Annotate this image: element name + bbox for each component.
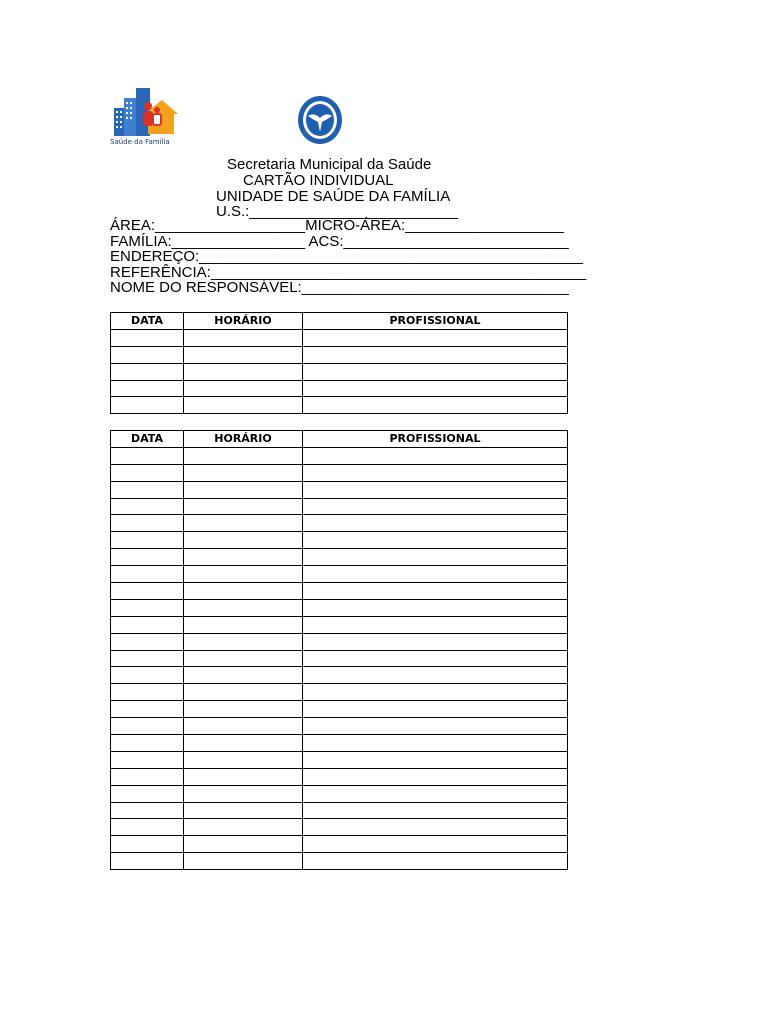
table-row [111, 853, 568, 870]
table-row [111, 802, 568, 819]
cell-data[interactable] [111, 802, 184, 819]
table-row [111, 701, 568, 718]
cell-horario[interactable] [184, 616, 303, 633]
cell-profissional[interactable] [303, 447, 568, 464]
table-row [111, 549, 568, 566]
cell-horario[interactable] [184, 566, 303, 583]
cell-horario[interactable] [184, 650, 303, 667]
cell-data[interactable] [111, 650, 184, 667]
familia-field: FAMÍLIA:________________ ACS:___________________________ [110, 232, 569, 250]
cell-profissional[interactable] [303, 566, 568, 583]
cell-data[interactable] [111, 397, 184, 414]
referencia-field: REFERÊNCIA:_____________________________________________ [110, 263, 587, 281]
cell-horario[interactable] [184, 684, 303, 701]
table-row [111, 667, 568, 684]
cell-data[interactable] [111, 616, 184, 633]
cell-profissional[interactable] [303, 836, 568, 853]
cell-data[interactable] [111, 498, 184, 515]
cell-horario[interactable] [184, 515, 303, 532]
table-row [111, 583, 568, 600]
cell-data[interactable] [111, 583, 184, 600]
cell-profissional[interactable] [303, 819, 568, 836]
cell-profissional[interactable] [303, 802, 568, 819]
cell-horario[interactable] [184, 363, 303, 380]
table-row [111, 836, 568, 853]
cell-horario[interactable] [184, 768, 303, 785]
table-row [111, 566, 568, 583]
cell-data[interactable] [111, 819, 184, 836]
table-row [111, 785, 568, 802]
table-row [111, 650, 568, 667]
cell-data[interactable] [111, 599, 184, 616]
table-row [111, 515, 568, 532]
cell-data[interactable] [111, 447, 184, 464]
us-field: U.S.:_________________________ [216, 203, 458, 220]
cell-horario[interactable] [184, 785, 303, 802]
table-row [111, 751, 568, 768]
table-row [111, 718, 568, 735]
cell-profissional[interactable] [303, 718, 568, 735]
cell-horario[interactable] [184, 751, 303, 768]
cell-data[interactable] [111, 667, 184, 684]
table-row [111, 329, 568, 346]
saude-da-familia-logo-icon [110, 86, 180, 138]
cell-data[interactable] [111, 701, 184, 718]
cell-profissional[interactable] [303, 583, 568, 600]
cell-profissional[interactable] [303, 498, 568, 515]
cell-data[interactable] [111, 684, 184, 701]
cell-horario[interactable] [184, 599, 303, 616]
table-row [111, 346, 568, 363]
table-row [111, 768, 568, 785]
table-row [111, 616, 568, 633]
cell-data[interactable] [111, 718, 184, 735]
form-fields [110, 218, 586, 296]
table-row [111, 599, 568, 616]
cell-horario[interactable] [184, 633, 303, 650]
column-header-data: DATA [111, 313, 184, 330]
column-header-horario: HORÁRIO [184, 313, 303, 330]
cell-data[interactable] [111, 549, 184, 566]
table-row [111, 498, 568, 515]
saude-da-familia-logo [110, 86, 180, 150]
table-row [111, 684, 568, 701]
cell-data[interactable] [111, 566, 184, 583]
cell-profissional[interactable] [303, 346, 568, 363]
municipal-seal-logo [296, 94, 344, 146]
cell-profissional[interactable] [303, 532, 568, 549]
column-header-profissional: PROFISSIONAL [303, 431, 568, 448]
cell-profissional[interactable] [303, 853, 568, 870]
cell-profissional[interactable] [303, 785, 568, 802]
table-row [111, 532, 568, 549]
responsavel-field: NOME DO RESPONSÁVEL:________________________________ [110, 279, 569, 296]
table-body [111, 447, 568, 869]
cell-horario[interactable] [184, 346, 303, 363]
table-body [111, 329, 568, 413]
cell-data[interactable] [111, 785, 184, 802]
table-row [111, 380, 568, 397]
cell-profissional[interactable] [303, 481, 568, 498]
table-row [111, 464, 568, 481]
schedule-table-2 [110, 430, 568, 870]
seal-icon [296, 94, 344, 146]
cell-data[interactable] [111, 481, 184, 498]
cell-data[interactable] [111, 735, 184, 752]
cell-horario[interactable] [184, 853, 303, 870]
cell-data[interactable] [111, 836, 184, 853]
cell-profissional[interactable] [303, 329, 568, 346]
cell-profissional[interactable] [303, 599, 568, 616]
cell-profissional[interactable] [303, 735, 568, 752]
cell-horario[interactable] [184, 819, 303, 836]
cell-data[interactable] [111, 346, 184, 363]
cell-profissional[interactable] [303, 667, 568, 684]
column-header-profissional: PROFISSIONAL [303, 313, 568, 330]
cell-data[interactable] [111, 329, 184, 346]
cell-horario[interactable] [184, 397, 303, 414]
cell-profissional[interactable] [303, 363, 568, 380]
table-row [111, 819, 568, 836]
table-row [111, 633, 568, 650]
cell-data[interactable] [111, 363, 184, 380]
table-row [111, 397, 568, 414]
cell-horario[interactable] [184, 718, 303, 735]
cell-profissional[interactable] [303, 616, 568, 633]
secretaria-title: Secretaria Municipal da Saúde [227, 156, 432, 173]
cell-horario[interactable] [184, 583, 303, 600]
cell-data[interactable] [111, 532, 184, 549]
cell-profissional[interactable] [303, 633, 568, 650]
cell-horario[interactable] [184, 498, 303, 515]
logo-caption: Saúde da Família [110, 138, 170, 146]
cell-data[interactable] [111, 751, 184, 768]
schedule-table-1 [110, 312, 568, 414]
table-header-row [111, 431, 568, 448]
cell-profissional[interactable] [303, 701, 568, 718]
cell-horario[interactable] [184, 380, 303, 397]
cell-profissional[interactable] [303, 650, 568, 667]
cell-profissional[interactable] [303, 464, 568, 481]
area-field: ÁREA:__________________MICRO-ÁREA:___________________ [110, 217, 564, 234]
cell-profissional[interactable] [303, 684, 568, 701]
cell-horario[interactable] [184, 802, 303, 819]
cell-profissional[interactable] [303, 380, 568, 397]
table-row [111, 481, 568, 498]
cell-data[interactable] [111, 380, 184, 397]
column-header-data: DATA [111, 431, 184, 448]
cell-horario[interactable] [184, 701, 303, 718]
cell-profissional[interactable] [303, 768, 568, 785]
cell-horario[interactable] [184, 329, 303, 346]
cell-horario[interactable] [184, 549, 303, 566]
cell-data[interactable] [111, 464, 184, 481]
cell-horario[interactable] [184, 735, 303, 752]
cartao-title: CARTÃO INDIVIDUAL [243, 172, 394, 189]
endereco-field: ENDEREÇO:______________________________________________ [110, 248, 583, 265]
cell-data[interactable] [111, 768, 184, 785]
cell-profissional[interactable] [303, 549, 568, 566]
cell-data[interactable] [111, 515, 184, 532]
table-header-row [111, 313, 568, 330]
table-row [111, 363, 568, 380]
cell-horario[interactable] [184, 667, 303, 684]
column-header-horario: HORÁRIO [184, 431, 303, 448]
cell-profissional[interactable] [303, 751, 568, 768]
cell-profissional[interactable] [303, 397, 568, 414]
table-row [111, 735, 568, 752]
unidade-title: UNIDADE DE SAÚDE DA FAMÍLIA [216, 188, 451, 205]
table-row [111, 447, 568, 464]
cell-horario[interactable] [184, 836, 303, 853]
cell-data[interactable] [111, 633, 184, 650]
cell-data[interactable] [111, 853, 184, 870]
cell-profissional[interactable] [303, 515, 568, 532]
cell-horario[interactable] [184, 481, 303, 498]
cell-horario[interactable] [184, 464, 303, 481]
cell-horario[interactable] [184, 447, 303, 464]
cell-horario[interactable] [184, 532, 303, 549]
